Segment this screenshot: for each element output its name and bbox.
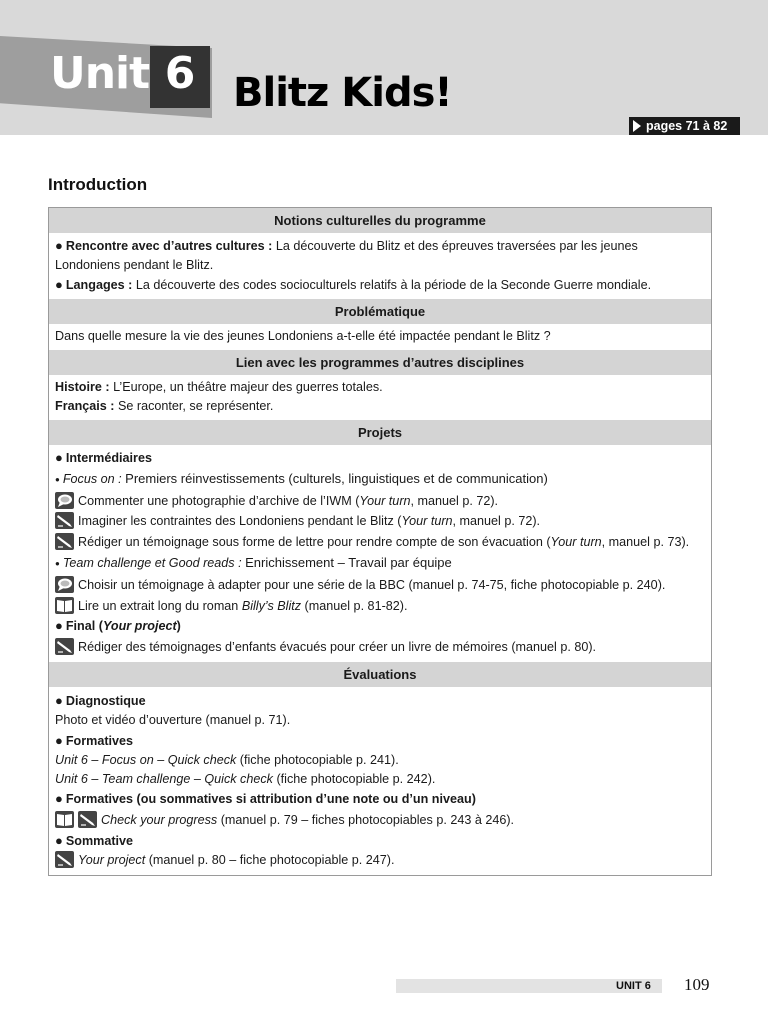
- final-label: ): [176, 619, 181, 634]
- notion-item: ● Rencontre avec d’autres cultures : La découverte du Blitz et des épreuves traversées par les jeunes Londoniens pendant le Blitz.: [55, 238, 638, 272]
- activity-text: Rédiger un témoignage sous forme de lettre pour rendre compte de son évacuation (: [78, 535, 551, 550]
- team-text: Enrichissement – Travail par équipe: [245, 554, 452, 570]
- pen-icon: [78, 811, 97, 828]
- activity-text: Rédiger des témoignages d’enfants évacués pour créer un livre de mémoires (manuel p. 80).: [78, 640, 597, 655]
- eval-label: Formatives (ou sommatives si attribution d’une note ou d’un niveau): [65, 792, 476, 807]
- eval-em: Check your progress: [101, 812, 218, 827]
- activity-item: [55, 596, 705, 617]
- unit-number: 6: [164, 48, 196, 99]
- pen-icon: [55, 512, 74, 529]
- notion-label: Rencontre avec d’autres cultures :: [65, 239, 273, 253]
- activity-item: [55, 511, 705, 532]
- team-label: Team challenge et Good reads :: [62, 555, 242, 570]
- lien-header: Lien avec les programmes d’autres disciplines: [49, 350, 711, 375]
- lien-text: Se raconter, se représenter.: [118, 399, 274, 413]
- notions-body: [49, 233, 711, 299]
- activity-em: Billy’s Blitz: [241, 598, 302, 613]
- eval-text: Photo et vidéo d’ouverture (manuel p. 71).: [55, 713, 291, 728]
- book-icon: [55, 811, 74, 828]
- unit-word: Unit: [50, 48, 150, 99]
- team-line: ● Team challenge et Good reads : Enrichissement – Travail par équipe: [55, 554, 452, 570]
- evaluations-body: [49, 687, 711, 875]
- final-label: Final (: [65, 619, 103, 634]
- focus-text: Premiers réinvestissements (culturels, linguistiques et de communication): [125, 470, 548, 486]
- eval-text: (fiche photocopiable p. 242).: [272, 772, 436, 787]
- projets-header: Projets: [49, 420, 711, 445]
- eval-item: ● Formatives: [55, 732, 134, 748]
- activity-text: , manuel p. 73).: [601, 535, 690, 550]
- lien-label: Français :: [55, 399, 115, 413]
- eval-text: (manuel p. 80 – fiche photocopiable p. 247).: [145, 853, 395, 868]
- introduction-table: [48, 207, 712, 876]
- speech-bubble-icon: [55, 492, 74, 509]
- speech-bubble-icon: [55, 576, 74, 593]
- final-line: ● Final (Your project): [55, 618, 181, 634]
- notion-item: ● Langages : La découverte des codes socioculturels relatifs à la période de la Seconde Guerre mondiale.: [55, 277, 652, 292]
- activity-text: Commenter une photographie d’archive de l’IWM (: [78, 493, 360, 508]
- activity-text: Lire un extrait long du roman: [78, 598, 242, 613]
- notions-header: Notions culturelles du programme: [49, 208, 711, 233]
- eval-em: Your project: [78, 853, 146, 868]
- eval-line: [55, 751, 705, 770]
- notion-label: Langages :: [65, 278, 133, 292]
- evaluations-header: Évaluations: [49, 662, 711, 687]
- activity-em: Your turn: [550, 535, 602, 550]
- eval-em: Unit 6 – Focus on – Quick check: [55, 752, 237, 767]
- footer-unit-label: UNIT 6: [616, 980, 651, 992]
- activity-em: Your turn: [401, 514, 453, 529]
- lien-item: [55, 397, 705, 416]
- eval-text: (fiche photocopiable p. 241).: [236, 752, 399, 767]
- activity-item: [55, 637, 705, 658]
- activity-item: [55, 532, 705, 553]
- eval-line: [55, 770, 705, 789]
- subheading: Intermédiaires: [65, 451, 152, 465]
- projets-body: [49, 445, 711, 662]
- lien-item: [55, 378, 705, 397]
- pages-badge: [629, 117, 740, 135]
- activity-text: , manuel p. 72).: [410, 493, 499, 508]
- lien-body: [49, 375, 711, 420]
- page-title: Blitz Kids!: [233, 70, 452, 116]
- activity-em: Your turn: [359, 493, 411, 508]
- pen-icon: [55, 851, 74, 868]
- problematique-body: [49, 324, 711, 350]
- activity-item: [55, 491, 705, 512]
- focus-label: Focus on :: [62, 471, 122, 486]
- eval-line: [55, 811, 705, 830]
- play-arrow-icon: [633, 120, 641, 132]
- activity-text: Imaginer les contraintes des Londoniens pendant le Blitz (: [78, 514, 402, 529]
- eval-label: Sommative: [65, 834, 134, 849]
- lien-text: L’Europe, un théâtre majeur des guerres totales.: [113, 380, 383, 394]
- focus-line: ● Focus on : Premiers réinvestissements (culturels, linguistiques et de communication): [55, 470, 548, 486]
- final-em: Your project: [102, 619, 177, 634]
- book-icon: [55, 597, 74, 614]
- pen-icon: [55, 638, 74, 655]
- projets-intermediaires: ● Intermédiaires: [55, 450, 152, 465]
- eval-em: Unit 6 – Team challenge – Quick check: [55, 772, 273, 787]
- activity-text: (manuel p. 81-82).: [301, 598, 408, 613]
- activity-text: Choisir un témoignage à adapter pour une série de la BBC (manuel p. 74-75, fiche photocopiable p. 240).: [78, 577, 666, 592]
- page-number: 109: [684, 975, 710, 994]
- eval-item: ● Sommative: [55, 833, 134, 849]
- eval-item: ● Formatives (ou sommatives si attribution d’une note ou d’un niveau): [55, 791, 476, 807]
- eval-label: Formatives: [65, 733, 134, 748]
- pen-icon: [55, 533, 74, 550]
- notion-text: La découverte du Blitz et des épreuves traversées par les jeunes Londoniens pendant le Blitz.: [55, 239, 638, 272]
- eval-item: ● Diagnostique: [55, 692, 146, 708]
- activity-text: , manuel p. 72).: [452, 514, 541, 529]
- problematique-text: Dans quelle mesure la vie des jeunes Londoniens a-t-elle été impactée pendant le Blitz ?: [55, 329, 551, 343]
- section-heading: Introduction: [48, 175, 148, 194]
- pages-ref: pages 71 à 82: [646, 119, 728, 133]
- eval-text: (manuel p. 79 – fiches photocopiables p. 243 à 246).: [217, 812, 515, 827]
- eval-label: Diagnostique: [65, 693, 146, 708]
- activity-item: [55, 575, 705, 596]
- notion-text: La découverte des codes socioculturels relatifs à la période de la Seconde Guerre mondiale.: [135, 278, 652, 292]
- problematique-header: Problématique: [49, 299, 711, 324]
- lien-label: Histoire :: [55, 380, 110, 394]
- eval-line: [55, 851, 705, 870]
